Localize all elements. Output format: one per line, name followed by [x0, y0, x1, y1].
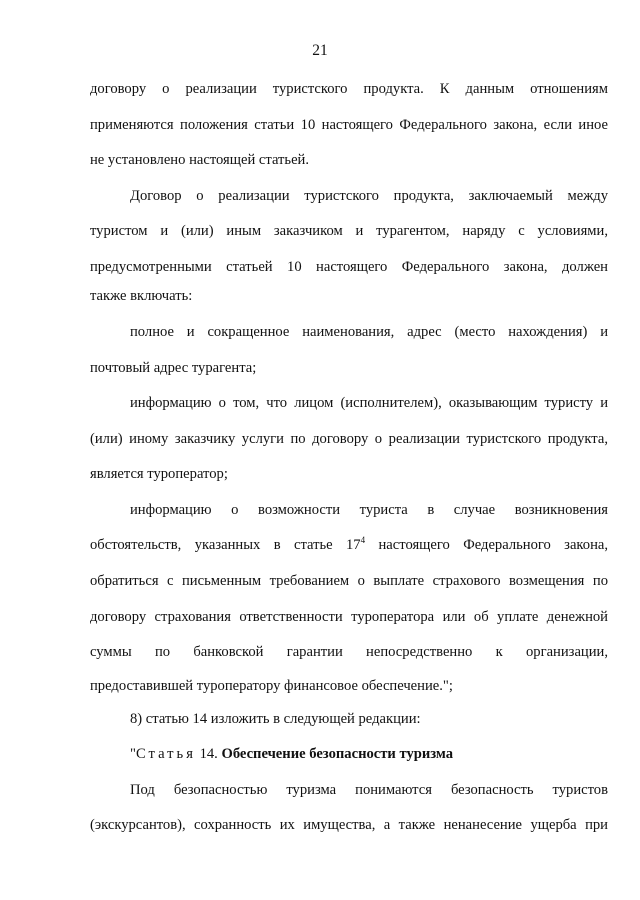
- text-line: обратиться с письменным требованием о выплате страхового возмещения по: [90, 573, 608, 589]
- text-line: Под безопасностью туризма понимаются безопасность туристов: [130, 782, 608, 798]
- text-line: предоставившей туроператору финансовое обеспечение.";: [90, 678, 453, 694]
- article-number: 14.: [195, 746, 222, 762]
- text-line: предусмотренными статьей 10 настоящего Федерального закона, должен: [90, 259, 608, 275]
- superscript: 4: [360, 535, 366, 545]
- text-line: не установлено настоящей статьей.: [90, 152, 310, 168]
- text-line: договору о реализации туристского продукта. К данным отношениям: [90, 81, 608, 97]
- article-title: Обеспечение безопасности туризма: [221, 746, 454, 762]
- quote-mark: ": [130, 746, 136, 762]
- text-line: суммы по банковской гарантии непосредственно к организации,: [90, 644, 608, 660]
- text-line: информацию о том, что лицом (исполнителем), оказывающим туристу и: [130, 395, 608, 411]
- text-line: полное и сокращенное наименования, адрес (место нахождения) и: [130, 324, 608, 340]
- text-segment: обстоятельств, указанных в статье 17: [90, 537, 361, 553]
- text-segment: настоящего Федерального закона,: [365, 537, 609, 553]
- text-line: является туроператор;: [90, 466, 228, 482]
- text-line: (экскурсантов), сохранность их имущества, а также ненанесение ущерба при: [90, 817, 608, 833]
- text-line: договору страхования ответственности туроператора или об уплате денежной: [90, 609, 608, 625]
- page-number: 21: [312, 42, 328, 59]
- text-line: туристом и (или) иным заказчиком и турагентом, наряду с условиями,: [90, 223, 608, 239]
- text-line: почтовый адрес турагента;: [90, 360, 257, 376]
- text-line: применяются положения статьи 10 настоящего Федерального закона, если иное: [90, 117, 608, 133]
- text-line: [90, 536, 608, 554]
- text-line: 8) статью 14 изложить в следующей редакции:: [130, 711, 421, 727]
- text-line: Договор о реализации туристского продукта, заключаемый между: [130, 188, 608, 204]
- article-heading: [130, 745, 608, 763]
- article-word: Статья: [135, 746, 196, 762]
- text-line: информацию о возможности туриста в случае возникновения: [130, 502, 608, 518]
- text-line: (или) иному заказчику услуги по договору о реализации туристского продукта,: [90, 431, 608, 447]
- text-line: также включать:: [90, 288, 193, 304]
